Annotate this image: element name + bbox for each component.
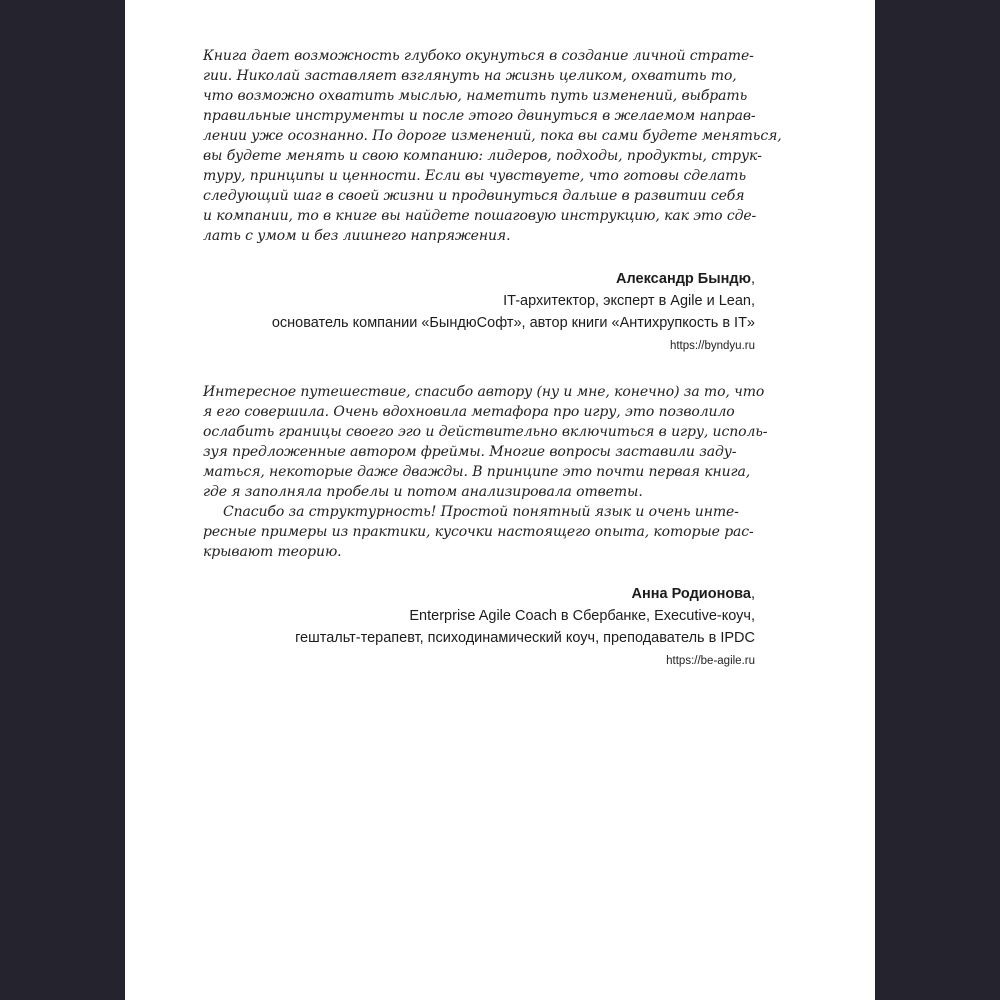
- author-suffix: ,: [750, 586, 755, 602]
- quote-line: ослабить границы своего эго и действительно включиться в игру, исполь-: [203, 424, 768, 440]
- quote-line: маться, некоторые даже дважды. В принципе это почти первая книга,: [203, 464, 751, 480]
- testimonial-quote-1: [203, 46, 783, 246]
- quote-line: и компании, то в книге вы найдете пошаговую инструкцию, как это сде-: [203, 208, 757, 224]
- quote-line: вы будете менять и свою компанию: лидеров, подходы, продукты, струк-: [203, 148, 762, 164]
- book-page: [125, 0, 875, 1000]
- testimonial-attribution-2: [295, 583, 755, 671]
- quote-line: что возможно охватить мыслью, наметить путь изменений, выбрать: [203, 88, 748, 104]
- author-name: Александр Бындю: [616, 271, 751, 287]
- author-url: https://byndyu.ru: [669, 340, 755, 352]
- quote-line: туру, принципы и ценности. Если вы чувствуете, что готовы сделать: [203, 168, 746, 184]
- quote-line: Книга дает возможность глубоко окунуться в создание личной страте-: [203, 48, 754, 64]
- author-line: [272, 268, 755, 290]
- author-role: IT-архитектор, эксперт в Agile и Lean,: [503, 293, 755, 309]
- quote-line: следующий шаг в своей жизни и продвинуться дальше в развитии себя: [203, 188, 745, 204]
- quote-line: лении уже осознанно. По дороге изменений, пока вы сами будете меняться,: [203, 128, 782, 144]
- quote-line: Спасибо за структурность! Простой понятный язык и очень инте-: [223, 504, 739, 520]
- quote-line: лать с умом и без лишнего напряжения.: [203, 228, 511, 244]
- author-name: Анна Родионова: [631, 586, 751, 602]
- quote-line: я его совершила. Очень вдохновила метафора про игру, это позволило: [203, 404, 735, 420]
- author-suffix: ,: [750, 271, 755, 287]
- quote-line: зуя предложенные автором фреймы. Многие вопросы заставили заду-: [203, 444, 737, 460]
- quote-line: Интересное путешествие, спасибо автору (ну и мне, конечно) за то, что: [203, 384, 765, 400]
- quote-line: крывают теорию.: [203, 544, 342, 560]
- quote-line: ресные примеры из практики, кусочки настоящего опыта, которые рас-: [203, 524, 754, 540]
- author-role: гештальт-терапевт, психодинамический коуч, преподаватель в IPDC: [295, 630, 755, 646]
- author-url: https://be-agile.ru: [666, 655, 755, 667]
- author-role: Enterprise Agile Coach в Сбербанке, Executive-коуч,: [409, 608, 755, 624]
- quote-line: где я заполняла пробелы и потом анализировала ответы.: [203, 484, 643, 500]
- quote-line: правильные инструменты и после этого двинуться в желаемом направ-: [203, 108, 756, 124]
- testimonial-quote-2: [203, 382, 783, 562]
- author-line: [295, 583, 755, 605]
- testimonial-attribution-1: [272, 268, 755, 356]
- quote-line: гии. Николай заставляет взглянуть на жизнь целиком, охватить то,: [203, 68, 737, 84]
- author-role: основатель компании «БындюСофт», автор книги «Антихрупкость в IT»: [271, 315, 755, 331]
